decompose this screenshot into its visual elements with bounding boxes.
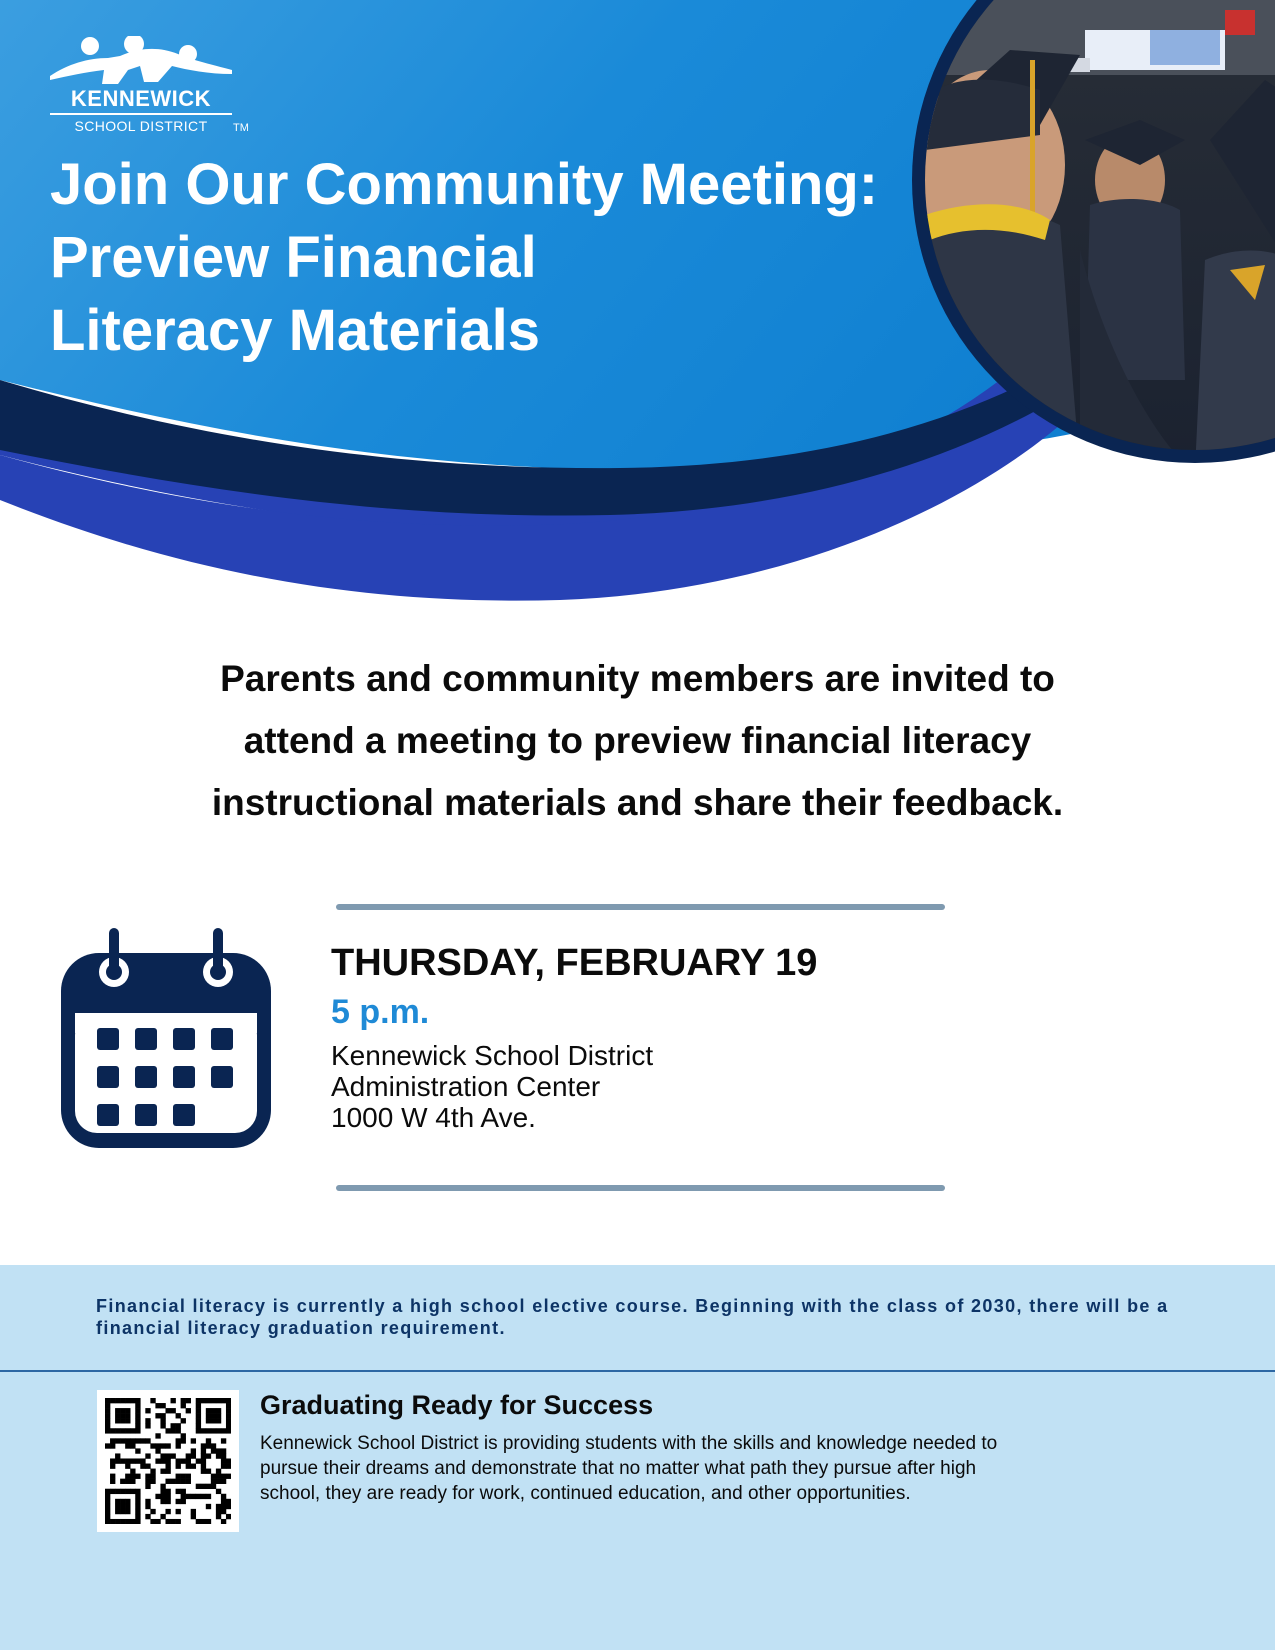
event-date: THURSDAY, FEBRUARY 19 (331, 942, 818, 984)
divider-top (336, 904, 945, 910)
location-line: Administration Center (331, 1071, 601, 1102)
title-line: Preview Financial (50, 225, 537, 290)
event-details (331, 940, 1031, 1133)
logo-name: KENNEWICK (70, 86, 212, 111)
location-line: Kennewick School District (331, 1040, 654, 1071)
logo-rule (50, 113, 232, 115)
graduating-title: Graduating Ready for Success (260, 1390, 654, 1420)
district-logo (48, 36, 258, 146)
title-line: Literacy Materials (50, 298, 541, 363)
requirement-notice: Financial literacy is currently a high school elective course. Beginning with the class of 2030, there will be a financial literacy graduation requirement. (96, 1296, 1169, 1338)
intro-line: instructional materials and share their feedback. (211, 782, 1064, 823)
intro-line: Parents and community members are invited to (220, 658, 1055, 699)
intro-text (135, 648, 1140, 834)
page-title (50, 148, 920, 367)
event-time: 5 p.m. (331, 993, 430, 1031)
calendar-icon (58, 928, 274, 1152)
footer-rule (0, 1370, 1275, 1372)
footer-band (0, 1265, 1275, 1650)
divider-bottom (336, 1185, 945, 1191)
event-location (331, 1040, 1031, 1133)
logo-subtitle: SCHOOL DISTRICT (74, 118, 208, 134)
qr-code-pattern (105, 1398, 231, 1524)
location-line: 1000 W 4th Ave. (331, 1102, 536, 1133)
logo-figures-icon (48, 36, 234, 86)
intro-line: attend a meeting to preview financial literacy (243, 720, 1032, 761)
title-line: Join Our Community Meeting: (50, 152, 879, 217)
graduating-body: Kennewick School District is providing students with the skills and knowledge needed to pursue their dreams and demonstrate that no matter what path they pursue after high school, they are ready for work, continued education, and other opportunities. (260, 1433, 998, 1504)
qr-code[interactable] (97, 1390, 239, 1532)
logo-trademark: TM (233, 122, 249, 134)
